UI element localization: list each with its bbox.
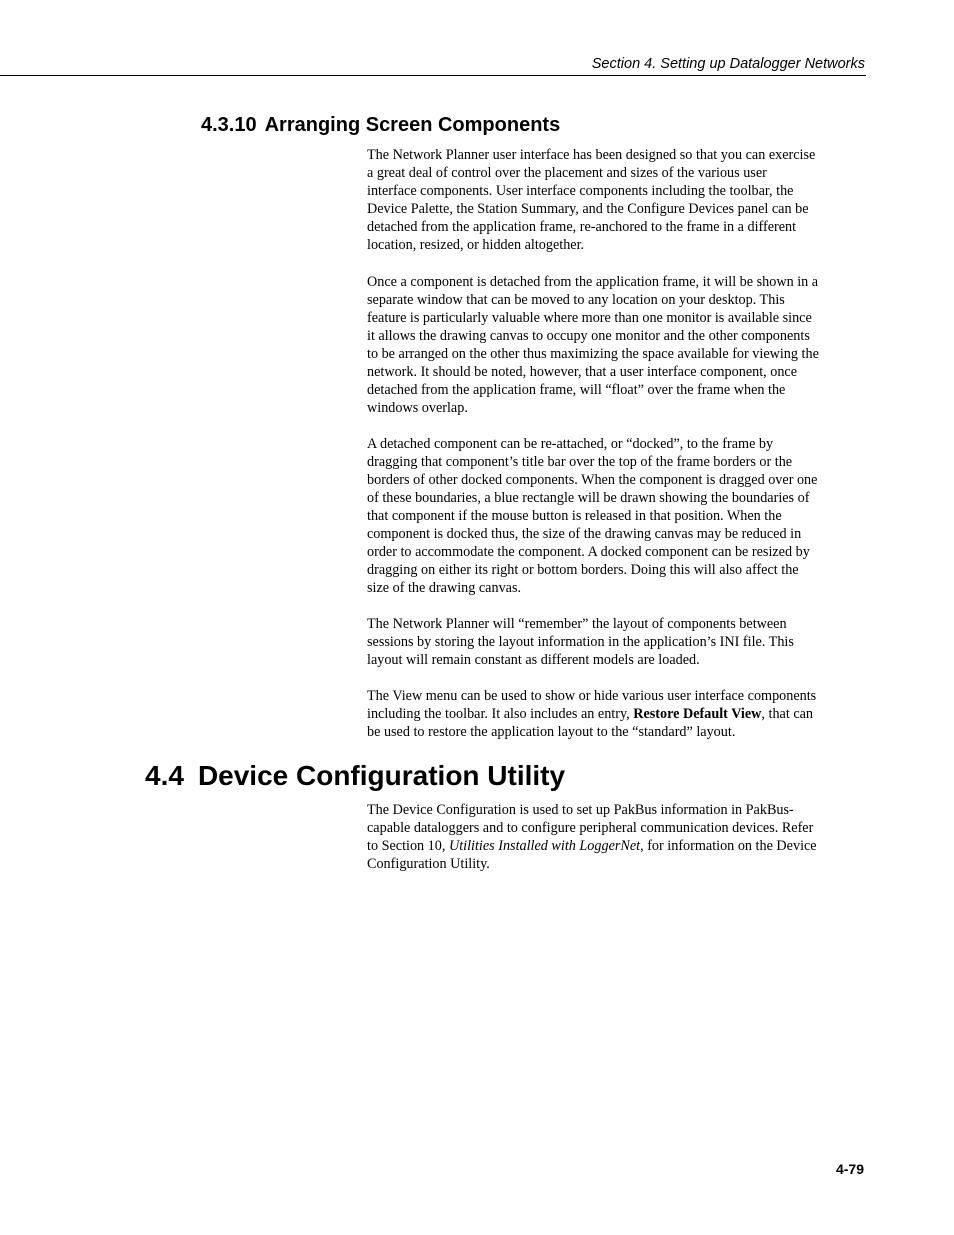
text-line: The Network Planner will “remember” the layout of components between (367, 616, 787, 632)
text-line: to be arranged on the other thus maximizing the space available for viewing the (367, 346, 819, 362)
text-line: network. It should be noted, however, that a user interface component, once (367, 364, 798, 380)
text-run: , for information on the Device (640, 838, 817, 854)
text-line: The Network Planner user interface has been designed so that you can exercise (367, 147, 816, 163)
text-line: dragging that component’s title bar over the top of the frame borders or the (367, 454, 793, 470)
section-heading (145, 758, 565, 794)
text-line: detached from the application frame, will “float” over the frame when the (367, 382, 786, 398)
subsection-title: Arranging Screen Components (264, 114, 561, 136)
section-title: Device Configuration Utility (197, 760, 566, 791)
text-line: location, resized, or hidden altogether. (367, 237, 585, 253)
paragraph-ui-control (367, 146, 867, 254)
text-run: to Section 10, (367, 838, 449, 854)
paragraph-remember-layout (367, 615, 867, 669)
text-line: a great deal of control over the placement and sizes of the various user (367, 165, 767, 181)
text-line: windows overlap. (367, 400, 468, 416)
text-line: of these boundaries, a blue rectangle will be drawn showing the boundaries of (367, 490, 810, 506)
text-line: capable dataloggers and to configure peripheral communication devices. Refer (367, 820, 814, 836)
text-run: , that can (761, 706, 814, 722)
text-line: The View menu can be used to show or hide various user interface components (367, 688, 817, 704)
text-run: including the toolbar. It also includes an entry, (367, 706, 634, 722)
text-line: sessions by storing the layout information in the application’s INI file. This (367, 634, 794, 650)
text-line: size of the drawing canvas. (367, 580, 522, 596)
text-line: feature is particularly valuable where more than one monitor is available since (367, 310, 812, 326)
text-line: be used to restore the application layout to the “standard” layout. (367, 724, 736, 740)
text-line: Device Palette, the Station Summary, and the Configure Devices panel can be (367, 201, 809, 217)
subsection-heading (201, 112, 560, 138)
text-line: Configuration Utility. (367, 856, 490, 872)
text-line: interface components. User interface components including the toolbar, the (367, 183, 794, 199)
running-header: Section 4. Setting up Datalogger Networks (591, 56, 865, 72)
paragraph-view-menu (367, 687, 867, 741)
paragraph-device-configuration (367, 801, 867, 873)
text-line: it allows the drawing canvas to occupy one monitor and the other components (367, 328, 810, 344)
text-line: detached from the application frame, re-anchored to the frame in a different (367, 219, 797, 235)
text-line: A detached component can be re-attached, or “docked”, to the frame by (367, 436, 774, 452)
subsection-number: 4.3.10 (201, 114, 257, 136)
text-line: The Device Configuration is used to set up PakBus information in PakBus- (367, 802, 794, 818)
text-line (367, 837, 867, 855)
text-line: Once a component is detached from the application frame, it will be shown in a (367, 274, 819, 290)
header-rule (0, 75, 866, 76)
utilities-reference-title: Utilities Installed with LoggerNet (448, 838, 641, 854)
text-line: component is docked thus, the size of the drawing canvas may be reduced in (367, 526, 802, 542)
text-line: separate window that can be moved to any location on your desktop. This (367, 292, 785, 308)
text-line: order to accommodate the component. A docked component can be resized by (367, 544, 810, 560)
section-number: 4.4 (145, 760, 184, 791)
text-line: borders of other docked components. When the component is dragged over one (367, 472, 818, 488)
text-line: layout will remain constant as different models are loaded. (367, 652, 700, 668)
text-line: dragging on either its right or bottom borders. Doing this will also affect the (367, 562, 799, 578)
restore-default-view-term: Restore Default View (633, 706, 762, 722)
text-line (367, 705, 867, 723)
text-line: that component if the mouse button is released in that position. When the (367, 508, 782, 524)
page-number: 4-79 (835, 1161, 864, 1177)
paragraph-detached-component (367, 273, 867, 417)
paragraph-docking (367, 435, 867, 597)
